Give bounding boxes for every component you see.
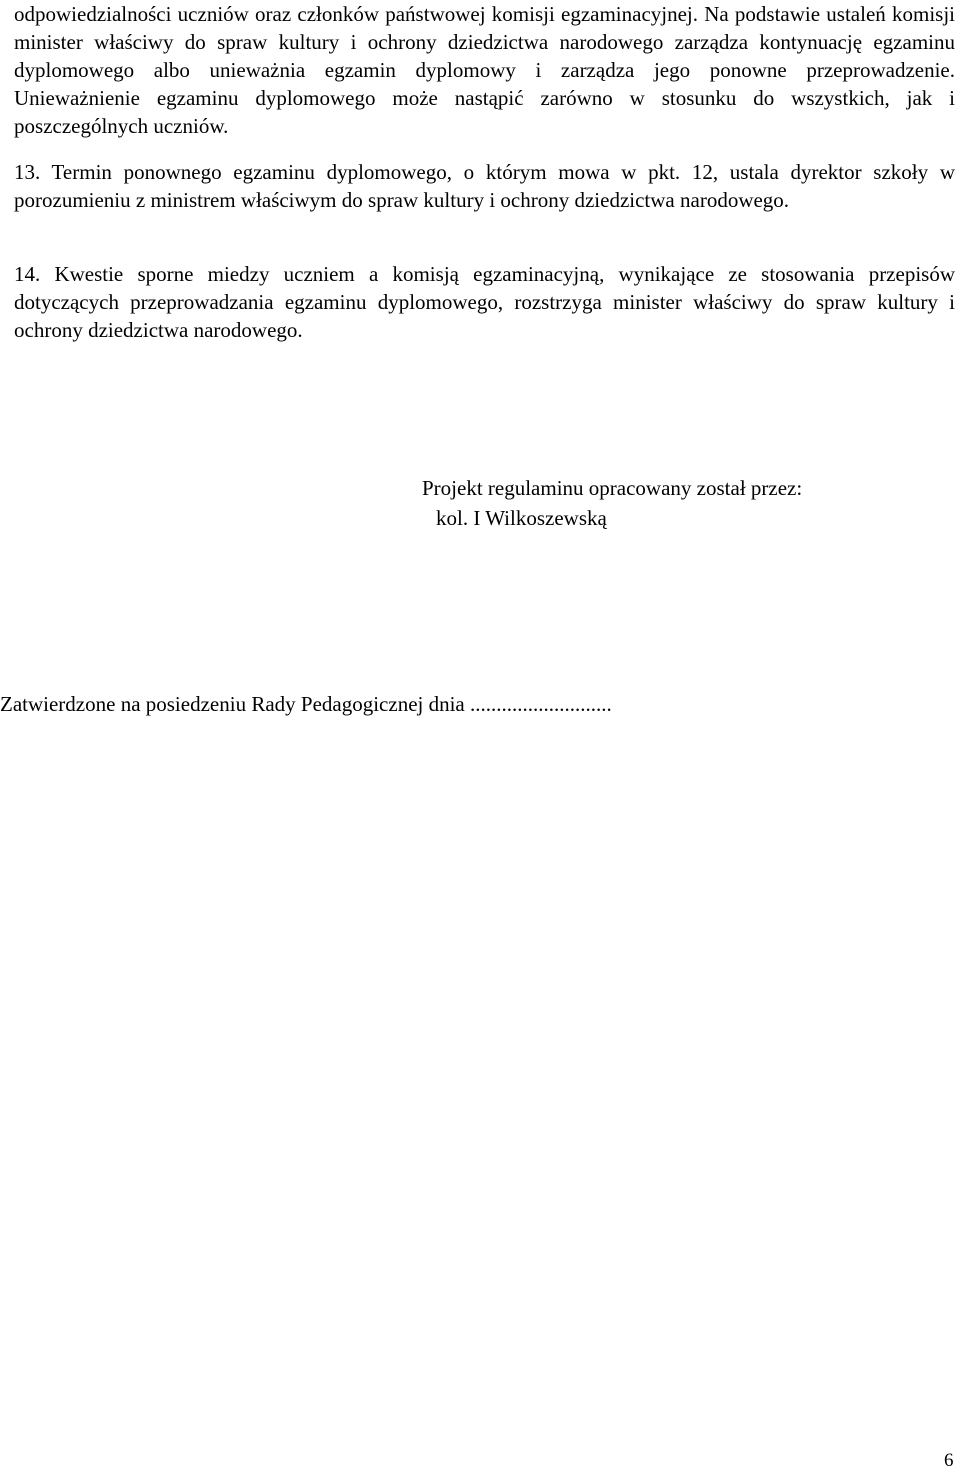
signature-line-author-name: kol. I Wilkoszewską [436,506,607,530]
signature-line-author-label: Projekt regulaminu opracowany został przez: [422,476,803,500]
paragraph-continuation: odpowiedzialności uczniów oraz członków państwowej komisji egzaminacyjnej. Na podstawie ustaleń komisji minister właściwy do spraw kultury i ochrony dziedzictwa narodowego zarządza kontynuację egzaminu dyplomowego albo unieważnia egzamin dyplomowy i zarządza jego ponowne przeprowadzenie. Unieważnienie egzaminu dyplomowego może nastąpić zarówno w stosunku do wszystkich, jak i poszczególnych uczniów. [14,2,955,138]
page-number: 6 [944,1450,954,1471]
paragraph-14: 14. Kwestie sporne miedzy uczniem a komisją egzaminacyjną, wynikające ze stosowania przepisów dotyczących przeprowadzania egzaminu dyplomowego, rozstrzyga minister właściwy do spraw kultury i ochrony dziedzictwa narodowego. [14,262,955,342]
paragraph-13: 13. Termin ponownego egzaminu dyplomowego, o którym mowa w pkt. 12, ustala dyrektor szkoły w porozumieniu z ministrem właściwym do spraw kultury i ochrony dziedzictwa narodowego. [14,160,955,212]
approval-line: Zatwierdzone na posiedzeniu Rady Pedagogicznej dnia ........................... [0,692,612,716]
